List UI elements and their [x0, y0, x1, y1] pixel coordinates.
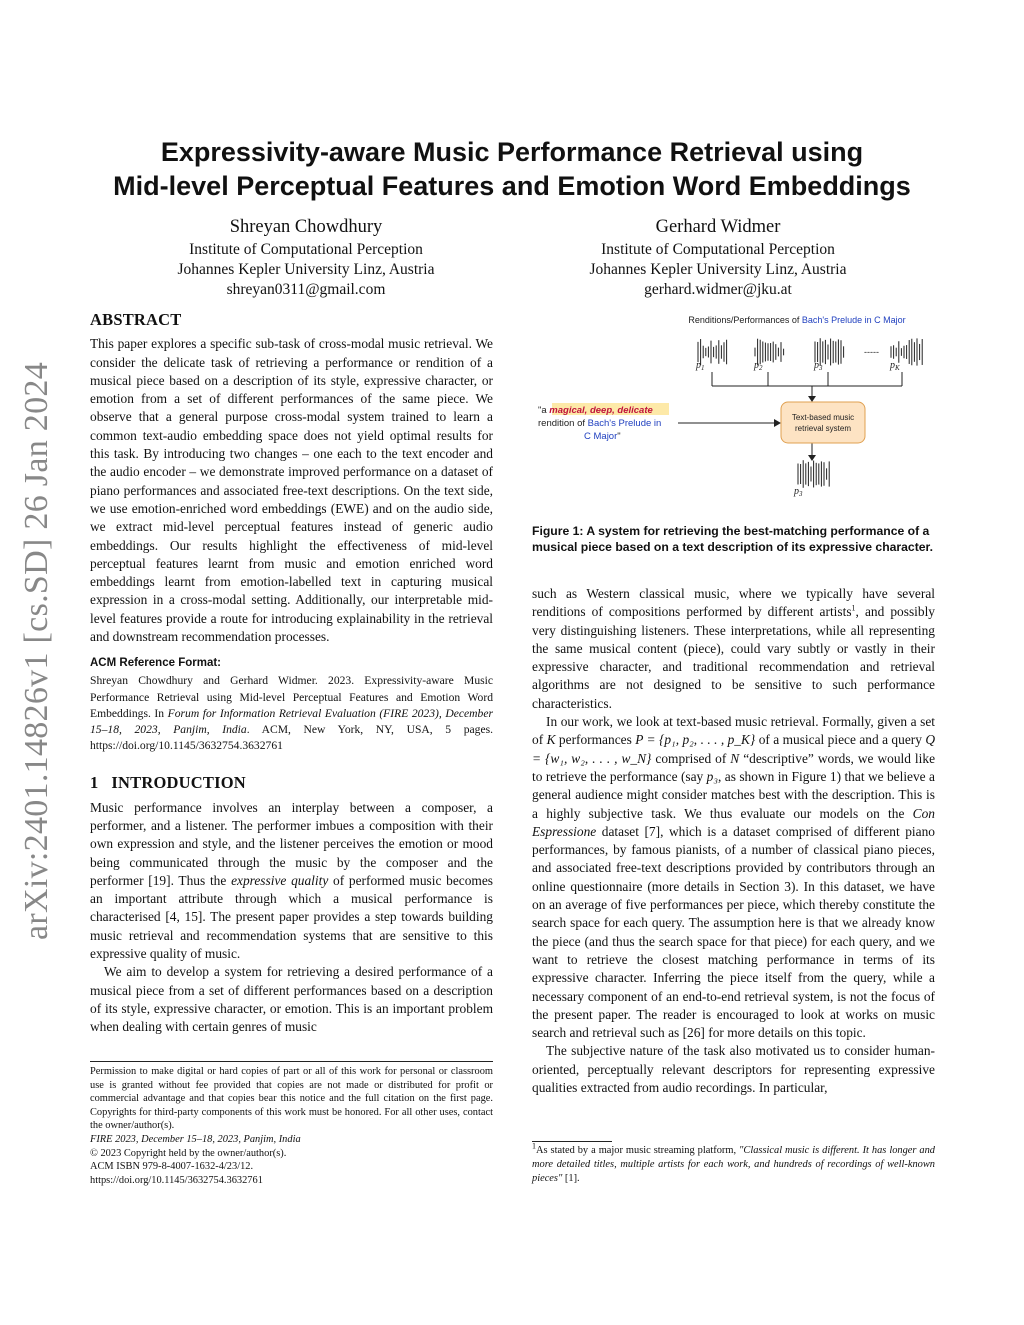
permission-copyright: © 2023 Copyright held by the owner/author(s). [90, 1147, 287, 1159]
footnote-b: [1]. [562, 1172, 580, 1184]
footnote-quote: "Classical music is different. It has longer and more detailed titles, multiple artists for each work, and hundreds of recordings of well-known pieces" [532, 1145, 936, 1184]
author-email: gerhard.widmer@jku.at [644, 281, 792, 298]
right-paragraph-3: The subjective nature of the task also motivated us to consider human-oriented, perceptually relevant descriptors for representing expressive qualities extracted from audio recordings. In particular, [532, 1043, 935, 1096]
author-name: Shreyan Chowdhury [229, 217, 383, 237]
acm-ref-venue: Forum for Information Retrieval Evaluation (FIRE 2023), December 15–18, 2023, Panjim, India [90, 706, 493, 736]
footnote-marker: 1 [851, 603, 856, 613]
arrow-head-down [808, 396, 816, 402]
footnote-divider [532, 1141, 612, 1142]
query-mid: rendition of [538, 418, 588, 429]
intro-p1-b: of performed music becomes an important attribute through which a musical performance is characterised [4, 15]. The present paper provides a step towards building music retrieval and recommendation systems that are sensitive to this expressive quality of music. [90, 872, 493, 962]
permission-venue: FIRE 2023, December 15–18, 2023, Panjim, India [90, 1133, 301, 1145]
title-line-1: Expressivity-aware Music Performance Retrieval using [160, 137, 864, 167]
acm-ref-tail: . ACM, New York, NY, USA, 5 pages. https://doi.org/10.1145/3632754.3632761 [90, 722, 493, 753]
query-piece-2: C Major [584, 431, 618, 442]
p2-f: , as shown in Figure 1) that we believe a general audience might consider matches best with the description. This is a highly subjective task. We thus evaluate our models on the [532, 768, 935, 821]
figure-caption [532, 523, 942, 555]
box-line-1: Text-based music [791, 413, 855, 422]
performance-label-p3: $p_3$ [814, 360, 823, 372]
retrieval-system-box [781, 402, 865, 443]
performance-label-pk: $p_K$ [890, 360, 900, 372]
left-column [90, 311, 493, 1037]
permission-divider [90, 1061, 493, 1062]
author-affiliation: Institute of Computational Perception [601, 241, 835, 258]
p2-dataset-name: Con Espressione [532, 805, 935, 839]
performance-label-p2: $p_2$ [754, 360, 763, 372]
query-piece-1: Bach's Prelude in [587, 418, 662, 429]
permission-doi: https://doi.org/10.1145/3632754.3632761 [90, 1174, 263, 1186]
acm-reference [90, 656, 493, 754]
right-p1-b: , and possibly very distinguishing listeners. These interpretations, while all representing the same musical content (piece), could vary subtly or vastly in their expressive character, and traditional recommendation and retrieval algorithms are not designed to be sensitive to such performance characteristics. [532, 604, 935, 711]
figure-header [688, 315, 905, 325]
query-line-3 [584, 431, 621, 442]
p2-e: “descriptive” words, we would like to retrieve the performance (say [532, 750, 936, 784]
p2-g: dataset [7], which is a dataset comprised of different piano performances, by famous pianists, of a number of classical piano pieces, and associated free-text descriptions provided by contributors through an online questionnaire (more details in Section 3). In this dataset, we have on an average of five performances per piece, which thereby constitute the search space for each query. The assumption here is that we already know the piece (and thus the search space for that piece) for each query, and we want to retrieve the closest matching performance in terms of its expressive character. Inferring the piece itself from the query, while a necessary component of an end-to-end retrieval system, is not the focus of the present paper. The reader is encouraged to look at works on music search and retrieval such as [26] for more details on this topic. [532, 823, 935, 1041]
query-highlight: magical, deep, delicate [549, 405, 653, 416]
arrow-head-right [774, 419, 781, 427]
right-paragraph-2 [532, 713, 935, 1042]
author-affiliation: Institute of Computational Perception [189, 241, 423, 258]
paper-title [0, 135, 1024, 203]
author-block-2 [562, 214, 874, 300]
box-line-2: retrieval system [794, 424, 852, 433]
result-waveform [798, 460, 829, 488]
footnote-a: As stated by a major music streaming platform, [536, 1145, 740, 1156]
acm-ref-plain: Shreyan Chowdhury and Gerhard Widmer. 2023. Expressivity-aware Music Performance Retrieval using Mid-level Perceptual Features and Emotion Word Embeddings. In [90, 674, 493, 720]
abstract-heading: ABSTRACT [90, 310, 182, 329]
query-open: "a [538, 405, 550, 416]
intro-heading: 1 INTRODUCTION [90, 773, 246, 793]
caption-label: Figure 1: [532, 524, 584, 538]
figure-1 [532, 312, 942, 512]
intro-paragraph-1 [90, 799, 493, 964]
p2-c: of a musical piece and a query [755, 732, 926, 748]
p2-p3: p₃ [706, 768, 719, 784]
acm-reference-heading: ACM Reference Format: [90, 657, 221, 670]
right-column [532, 585, 935, 1097]
p2-b: performances [555, 732, 636, 748]
right-p1-a: such as Western classical music, where we typically have several renditions of compositions performed by different artists [532, 586, 935, 620]
figure-header-piece: Bach's Prelude in C Major [801, 315, 906, 325]
author-block-1 [150, 214, 462, 300]
author-university: Johannes Kepler University Linz, Austria [177, 261, 435, 278]
caption-text: A system for retrieving the best-matching performance of a musical piece based on a text description of its expressive character. [532, 524, 934, 554]
author-name: Gerhard Widmer [655, 217, 781, 237]
query-line-1 [538, 405, 654, 416]
p2-n: N [730, 750, 740, 766]
p2-set-q: Q = {w₁, w₂, . . . , w_N} [532, 732, 935, 766]
footnote-number: 1 [532, 1141, 536, 1151]
permission-isbn: ACM ISBN 979-8-4007-1632-4/23/12. [90, 1161, 254, 1173]
arxiv-stamp: arXiv:2401.14826v1 [cs.SD] 26 Jan 2024 [18, 361, 55, 940]
permission-block [90, 1065, 493, 1187]
performance-label-p1: $p_1$ [696, 360, 705, 372]
author-university: Johannes Kepler University Linz, Austria [589, 261, 847, 278]
result-label: $p_3$ [794, 486, 803, 498]
p2-d: comprised of [651, 750, 731, 766]
waveform-group [698, 338, 922, 366]
author-email: shreyan0311@gmail.com [226, 281, 386, 298]
footnote [532, 1141, 936, 1185]
right-paragraph-1 [532, 585, 935, 713]
title-line-2: Mid-level Perceptual Features and Emotion Word Embeddings [113, 171, 911, 201]
intro-paragraph-2: We aim to develop a system for retrieving a desired performance of a musical piece from a set of different performances based on a description of its style, expressive character, or emotion. This is an important problem when dealing with certain genres of music [90, 964, 493, 1035]
abstract-text: This paper explores a specific sub-task of cross-modal music retrieval. We consider the delicate task of retrieving a performance or rendition of a musical piece based on a description of its style, expressive character, or emotion from a set of different performances of the same piece. We observe that a general purpose cross-modal system trained to learn a common text-audio embedding space does not yield optimal results for this task. By introducing two changes – one each to the text encoder and the audio encoder – we demonstrate improved performance on a dataset of piano performances and associated free-text descriptions. On the text side, we use emotion-enriched word embeddings (EWE) and on the audio side, we extract mid-level perceptual features instead of generic audio embeddings. Our results highlight the effectiveness of mid-level perceptual features learnt from music and emotion enriched word embeddings learnt from emotion-labelled text in capturing musical expression in a cross-modal setting. Additionally, our interpretable mid-level features provide a route for introducing explainability in the retrieval and downstream recommendation processes. [90, 336, 493, 645]
p2-a: In our work, we look at text-based music retrieval. Formally, given a set of [532, 714, 935, 748]
figure-header-prefix: Renditions/Performances of [688, 315, 802, 325]
ellipsis-dashes: ----- [864, 347, 879, 357]
permission-text: Permission to make digital or hard copies of part or all of this work for personal or classroom use is granted without fee provided that copies are not made or distributed for profit or commercial advantage and that copies bear this notice and the full citation on the first page. Copyrights for third-party components of this work must be honored. For all other uses, contact the owner/author(s). [90, 1066, 493, 1132]
query-line-2 [538, 418, 661, 429]
p2-set-p: P = {p₁, p₂, . . . , p_K} [635, 732, 756, 748]
acm-reference-text [90, 673, 493, 754]
arrow-head-down-result [808, 455, 816, 461]
p2-k: K [546, 732, 556, 748]
query-close: " [617, 431, 621, 442]
intro-p1-italic: expressive quality [231, 872, 329, 888]
intro-p1-a: Music performance involves an interplay between a composer, a performer, and a listener. The performer imbues a composition with their own expression and style, and the listener perceives the emotion or mood being communicated through the music by the composer and the performer [19]. Thus the [90, 799, 493, 888]
